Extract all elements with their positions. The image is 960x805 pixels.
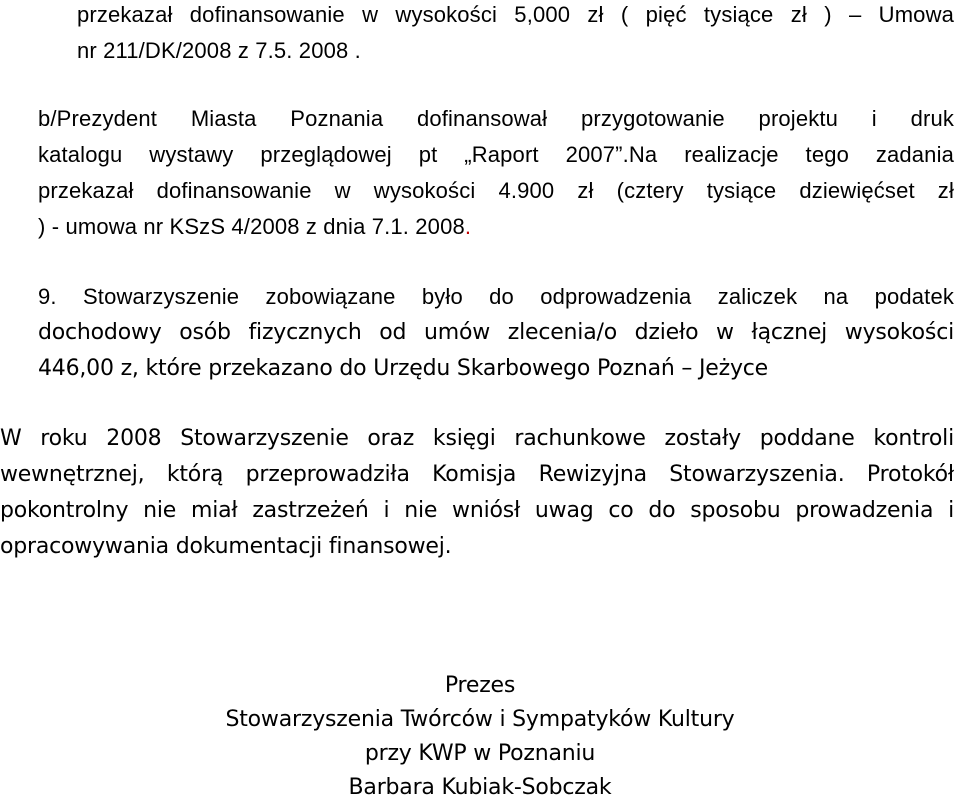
paragraph-audit-line-4: opracowywania dokumentacji finansowej. bbox=[0, 534, 452, 559]
paragraph-audit-line-3: pokontrolny nie miał zastrzeżeń i nie wniósł uwag co do sposobu prowadzenia i bbox=[0, 498, 954, 523]
paragraph-9-line-1 bbox=[38, 280, 954, 315]
paragraph-9-line-3: 446,00 z, które przekazano do Urzędu Skarbowego Poznań – Jeżyce bbox=[38, 356, 769, 381]
signature-title: Prezes bbox=[444, 673, 516, 698]
paragraph-audit-line-1: W roku 2008 Stowarzyszenie oraz księgi rachunkowe zostały poddane kontroli bbox=[0, 426, 954, 451]
paragraph-b-line-3: przekazał dofinansowanie w wysokości 4.900 zł (cztery tysiące dziewięćset zł bbox=[38, 178, 954, 203]
paragraph-a-line-1: przekazał dofinansowanie w wysokości 5,000 zł ( pięć tysiące zł ) – Umowa bbox=[77, 2, 954, 27]
paragraph-b-line-1: b/Prezydent Miasta Poznania dofinansował przygotowanie projektu i druk bbox=[38, 106, 954, 131]
signature-name: Barbara Kubiak-Sobczak bbox=[348, 775, 612, 800]
paragraph-9-line-2: dochodowy osób fizycznych od umów zlecenia/o dzieło w łącznej wysokości bbox=[38, 320, 954, 345]
paragraph-b-line-4 bbox=[38, 210, 471, 244]
signature-location: przy KWP w Poznaniu bbox=[364, 741, 596, 766]
signature-organization: Stowarzyszenia Twórców i Sympatyków Kultury bbox=[225, 707, 735, 732]
paragraph-audit-line-2: wewnętrznej, którą przeprowadziła Komisja Rewizyjna Stowarzyszenia. Protokół bbox=[0, 462, 954, 487]
paragraph-b-line-2: katalogu wystawy przeglądowej pt „Raport 2007”.Na realizacje tego zadania bbox=[38, 142, 954, 167]
paragraph-a-line-2: nr 211/DK/2008 z 7.5. 2008 . bbox=[77, 38, 361, 63]
paragraph-9-line-1-text: 9. Stowarzyszenie zobowiązane było do odprowadzenia zaliczek na podatek bbox=[38, 284, 954, 309]
paragraph-b-line-4-text: ) - umowa nr KSzS 4/2008 z dnia 7.1. 2008 bbox=[38, 214, 465, 239]
paragraph-b-line-4-dot: . bbox=[464, 214, 472, 239]
